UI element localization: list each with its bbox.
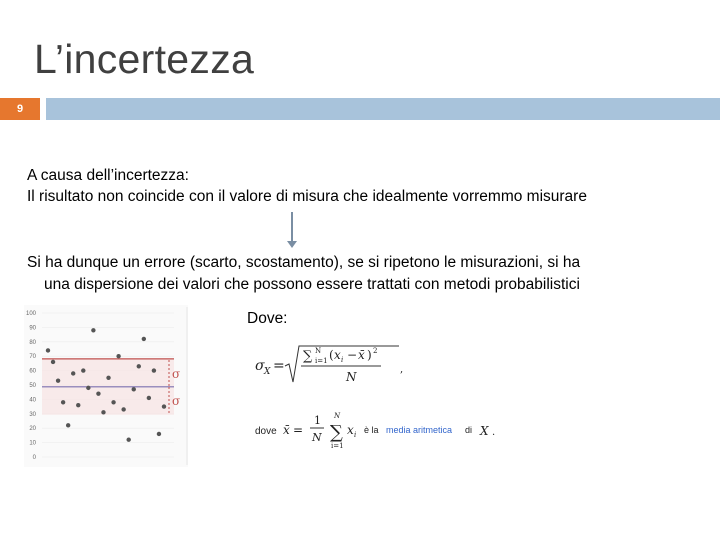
- svg-text:di: di: [465, 425, 473, 435]
- media-aritmetica-link[interactable]: media aritmetica: [386, 425, 453, 435]
- scatter-point: [71, 371, 75, 375]
- scatter-point: [76, 403, 80, 407]
- scatter-point: [137, 364, 141, 368]
- svg-text:): ): [367, 348, 372, 362]
- std-dev-formula: [255, 342, 415, 388]
- svg-text:.: .: [492, 427, 496, 438]
- svg-text:N: N: [312, 431, 322, 444]
- scatter-point: [101, 410, 105, 414]
- svg-text:N: N: [334, 412, 341, 420]
- svg-text:∑: ∑: [303, 349, 313, 364]
- scatter-point: [157, 432, 161, 436]
- y-tick-label: 20: [29, 426, 36, 433]
- scatter-point: [46, 348, 50, 352]
- scatter-point: [106, 376, 110, 380]
- scatter-point: [56, 378, 60, 382]
- scatter-point: [96, 391, 100, 395]
- body-line-1: A causa dell’incertezza:: [27, 167, 189, 184]
- slide-number: 9: [0, 98, 40, 120]
- svg-text:−: −: [347, 348, 358, 362]
- body-line-4: una dispersione dei valori che possono essere trattati con metodi probabilistici: [44, 276, 580, 293]
- svg-text:i=1: i=1: [331, 442, 344, 450]
- svg-text:N: N: [346, 370, 357, 384]
- scatter-point: [86, 386, 90, 390]
- svg-text:i: i: [341, 356, 344, 364]
- dispersion-scatter-plot: [24, 305, 194, 467]
- svg-text:è la: è la: [364, 425, 379, 435]
- svg-text:X: X: [264, 367, 271, 377]
- scatter-point: [142, 337, 146, 341]
- scatter-point: [126, 438, 130, 442]
- svg-text:i=1: i=1: [315, 357, 328, 365]
- y-tick-label: 100: [25, 311, 36, 317]
- scatter-point: [61, 400, 65, 404]
- svg-text:2: 2: [373, 347, 378, 355]
- svg-text:x̄: x̄: [358, 348, 365, 362]
- scatter-point: [152, 368, 156, 372]
- y-tick-label: 80: [29, 339, 36, 346]
- y-tick-label: 40: [29, 397, 36, 404]
- svg-text:=: =: [293, 423, 304, 437]
- svg-text:i: i: [354, 431, 357, 439]
- dove-label: Dove:: [247, 310, 288, 327]
- y-tick-label: 50: [29, 383, 36, 389]
- slide-title: L’incertezza: [34, 36, 255, 82]
- scatter-point: [51, 360, 55, 364]
- svg-text:x: x: [334, 348, 341, 362]
- y-tick-label: 60: [29, 368, 36, 375]
- scatter-point: [116, 354, 120, 358]
- y-tick-label: 90: [29, 325, 36, 332]
- scatter-point: [147, 396, 151, 400]
- svg-text:1: 1: [314, 414, 321, 427]
- mean-formula: [255, 408, 505, 454]
- body-line-2: Il risultato non coincide con il valore di misura che idealmente vorremmo misurare: [27, 188, 587, 205]
- svg-text:x: x: [347, 423, 354, 437]
- scatter-point: [121, 407, 125, 411]
- scatter-point: [132, 387, 136, 391]
- y-tick-label: 10: [29, 440, 36, 447]
- svg-text:X: X: [480, 424, 489, 438]
- svg-text:dove: dove: [255, 426, 277, 437]
- svg-text:,: ,: [400, 364, 404, 375]
- scatter-point: [111, 400, 115, 404]
- sigma-label-lower: σ: [172, 394, 181, 408]
- scatter-point: [162, 404, 166, 408]
- svg-text:N: N: [315, 347, 322, 355]
- scatter-point: [81, 368, 85, 372]
- scatter-point: [91, 328, 95, 332]
- svg-text:(: (: [329, 348, 334, 362]
- header-bar: [46, 98, 720, 120]
- y-tick-label: 30: [29, 411, 36, 418]
- svg-text:σ: σ: [255, 358, 265, 374]
- down-arrow-icon: [285, 210, 299, 250]
- y-tick-label: 70: [29, 354, 36, 361]
- y-tick-label: 0: [32, 455, 36, 461]
- svg-text:=: =: [273, 358, 285, 374]
- svg-text:∑: ∑: [330, 422, 343, 443]
- body-line-3: Si ha dunque un errore (scarto, scostamento), se si ripetono le misurazioni, si ha: [27, 254, 581, 271]
- sigma-label-upper: σ: [172, 367, 181, 381]
- svg-text:x̄: x̄: [283, 423, 290, 437]
- scatter-point: [66, 423, 70, 427]
